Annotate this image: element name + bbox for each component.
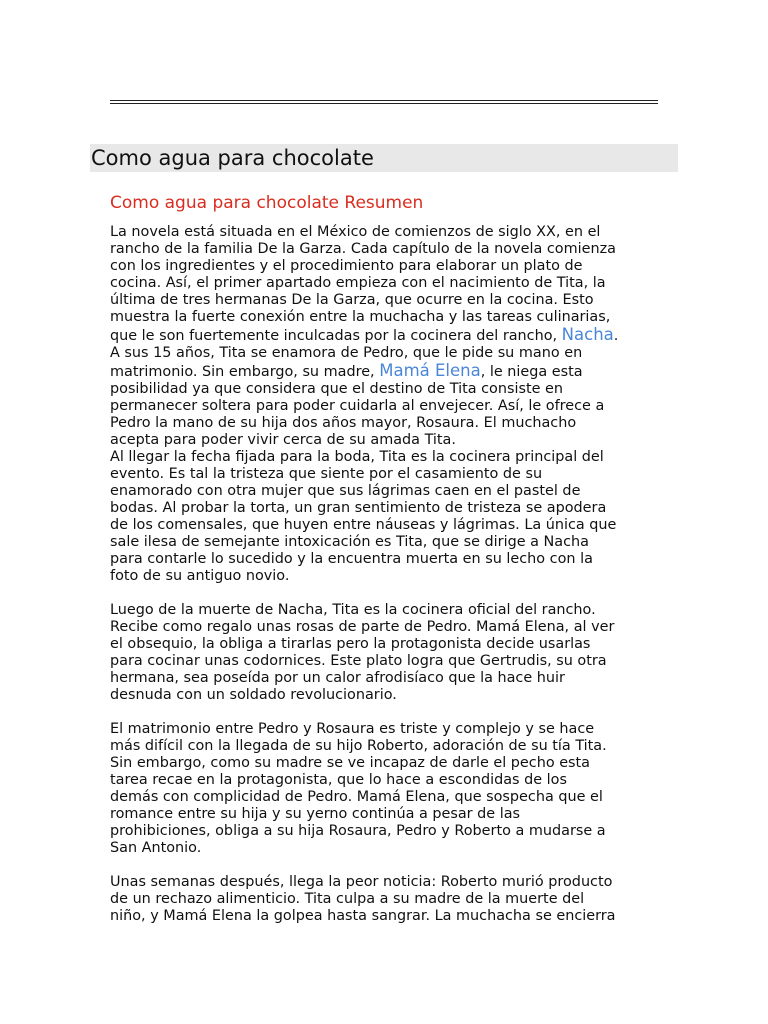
- inline-link[interactable]: Mamá Elena: [379, 361, 481, 380]
- text-run: última de tres hermanas De la Garza, que ocurre en la cocina. Esto: [110, 292, 594, 308]
- text-run: Pedro la mano de su hija dos años mayor, Rosaura. El muchacho: [110, 415, 577, 431]
- text-line: [110, 840, 662, 857]
- text-run: sale ilesa de semejante intoxicación es Tita, que se dirige a Nacha: [110, 534, 589, 550]
- text-run: foto de su antiguo novio.: [110, 568, 290, 584]
- text-run: bodas. Al probar la torta, un gran sentimiento de tristeza se apodera: [110, 500, 607, 516]
- text-run: A sus 15 años, Tita se enamora de Pedro, que le pide su mano en: [110, 345, 583, 361]
- text-line: [110, 755, 662, 772]
- text-run: demás con complicidad de Pedro. Mamá Elena, que sospecha que el: [110, 789, 603, 805]
- text-run: el obsequio, la obliga a tirarlas pero la protagonista decide usarlas: [110, 636, 591, 652]
- text-run: de los comensales, que huyen entre náuseas y lágrimas. La única que: [110, 517, 617, 533]
- text-run: Al llegar la fecha fijada para la boda, Tita es la cocinera principal del: [110, 449, 604, 465]
- text-run: posibilidad ya que considera que el destino de Tita consiste en: [110, 381, 564, 397]
- text-run: más difícil con la llegada de su hijo Roberto, adoración de su tía Tita.: [110, 738, 607, 754]
- text-run: muestra la fuerte conexión entre la muchacha y las tareas culinarias,: [110, 309, 611, 325]
- text-line: [110, 874, 662, 891]
- text-line: [110, 483, 662, 500]
- text-run: permanecer soltera para poder cuidarla al envejecer. Así, le ofrece a: [110, 398, 605, 414]
- article-body: [110, 224, 662, 942]
- text-run: para contarle lo sucedido y la encuentra muerta en su lecho con la: [110, 551, 593, 567]
- inline-link[interactable]: Nacha: [561, 325, 614, 344]
- text-run: La novela está situada en el México de comienzos de siglo XX, en el: [110, 224, 601, 240]
- text-line: [110, 687, 662, 704]
- text-line: [110, 738, 662, 755]
- text-run: niño, y Mamá Elena la golpea hasta sangrar. La muchacha se encierra: [110, 908, 616, 924]
- text-line: [110, 619, 662, 636]
- text-line: [110, 241, 662, 258]
- text-line: [110, 789, 662, 806]
- text-line: [110, 721, 662, 738]
- text-run: evento. Es tal la tristeza que siente por el casamiento de su: [110, 466, 543, 482]
- text-run: Luego de la muerte de Nacha, Tita es la cocinera oficial del rancho.: [110, 602, 596, 618]
- text-line: [110, 908, 662, 925]
- text-run: acepta para poder vivir cerca de su amada Tita.: [110, 432, 456, 448]
- text-line: [110, 670, 662, 687]
- text-line: [110, 275, 662, 292]
- text-run: .: [613, 328, 619, 344]
- text-run: Unas semanas después, llega la peor noticia: Roberto murió producto: [110, 874, 613, 890]
- header-rule-top: [110, 100, 658, 101]
- text-line: [110, 466, 662, 483]
- text-line: [110, 517, 662, 534]
- text-run: rancho de la familia De la Garza. Cada capítulo de la novela comienza: [110, 241, 616, 257]
- text-run: que le son fuertemente inculcadas por la cocinera del rancho,: [110, 328, 562, 344]
- text-run: hermana, sea poseída por un calor afrodisíaco que la hace huir: [110, 670, 565, 686]
- text-line: [110, 326, 662, 345]
- text-run: desnuda con un soldado revolucionario.: [110, 687, 397, 703]
- text-run: romance entre su hija y su yerno continúa a pesar de las: [110, 806, 521, 822]
- text-run: San Antonio.: [110, 840, 202, 856]
- text-run: con los ingredientes y el procedimiento para elaborar un plato de: [110, 258, 583, 274]
- text-line: [110, 534, 662, 551]
- text-line: [110, 362, 662, 381]
- paragraph: [110, 602, 662, 704]
- text-run: El matrimonio entre Pedro y Rosaura es triste y complejo y se hace: [110, 721, 595, 737]
- text-line: [110, 636, 662, 653]
- text-line: [110, 653, 662, 670]
- paragraph: [110, 224, 662, 585]
- title-bar: [90, 144, 678, 172]
- text-line: [110, 398, 662, 415]
- text-line: [110, 258, 662, 275]
- text-line: [110, 292, 662, 309]
- text-run: enamorado con otra mujer que sus lágrimas caen en el pastel de: [110, 483, 581, 499]
- page-title: Como agua para chocolate: [91, 146, 374, 170]
- text-line: [110, 432, 662, 449]
- text-line: [110, 345, 662, 362]
- text-run: de un rechazo alimenticio. Tita culpa a su madre de la muerte del: [110, 891, 585, 907]
- text-line: [110, 224, 662, 241]
- text-line: [110, 891, 662, 908]
- text-line: [110, 500, 662, 517]
- paragraph: [110, 874, 662, 925]
- text-line: [110, 823, 662, 840]
- section-heading: Como agua para chocolate Resumen: [110, 193, 424, 213]
- text-run: para cocinar unas codornices. Este plato logra que Gertrudis, su otra: [110, 653, 607, 669]
- text-run: Sin embargo, como su madre se ve incapaz de darle el pecho esta: [110, 755, 591, 771]
- text-run: cocina. Así, el primer apartado empieza con el nacimiento de Tita, la: [110, 275, 606, 291]
- text-line: [110, 415, 662, 432]
- text-line: [110, 602, 662, 619]
- text-line: [110, 449, 662, 466]
- text-line: [110, 381, 662, 398]
- text-line: [110, 806, 662, 823]
- text-run: prohibiciones, obliga a su hija Rosaura, Pedro y Roberto a mudarse a: [110, 823, 606, 839]
- text-run: Recibe como regalo unas rosas de parte de Pedro. Mamá Elena, al ver: [110, 619, 615, 635]
- text-line: [110, 309, 662, 326]
- paragraph: [110, 721, 662, 857]
- text-line: [110, 568, 662, 585]
- text-line: [110, 551, 662, 568]
- text-run: tarea recae en la protagonista, que lo hace a escondidas de los: [110, 772, 567, 788]
- text-line: [110, 772, 662, 789]
- text-run: , le niega esta: [480, 364, 583, 380]
- header-rule-bottom: [110, 103, 658, 104]
- text-run: matrimonio. Sin embargo, su madre,: [110, 364, 380, 380]
